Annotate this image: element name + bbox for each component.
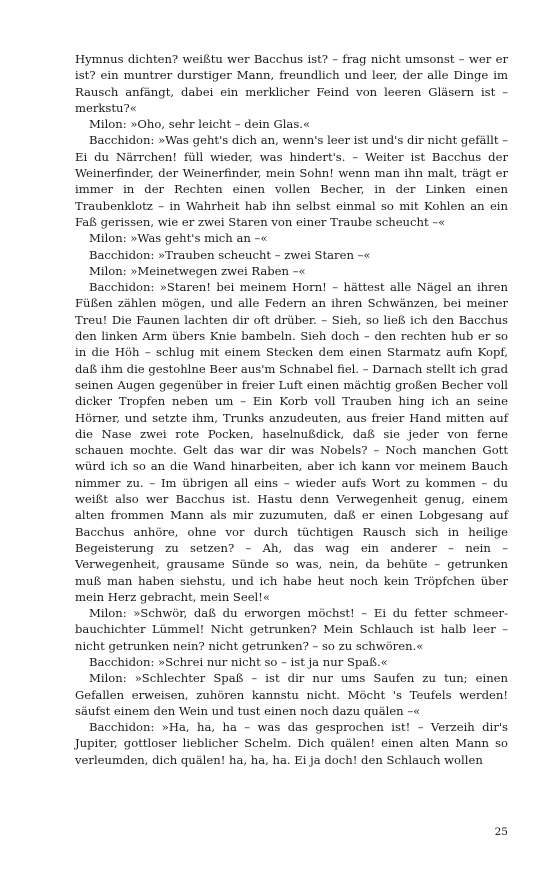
paragraph: Bacchidon: »Ha, ha, ha – was das gesprochen ist! – Verzeih dir's Jupiter, gottloser lieblicher Schelm. Dich quälen! einen alten Mann so verleumden, dich quälen! ha, ha, ha. Ei ja doch! den Schlauch wollen (75, 720, 508, 767)
paragraph: Milon: »Was geht's mich an –« (89, 231, 268, 246)
paragraph: Bacchidon: »Schrei nur nicht so – ist ja nur Spaß.« (89, 654, 388, 669)
paragraph: Bacchidon: »Trauben scheucht – zwei Staren –« (89, 247, 371, 262)
paragraph: Milon: »Meinetwegen zwei Raben –« (89, 263, 306, 278)
page-number: 25 (494, 826, 508, 838)
paragraph: Milon: »Schlechter Spaß – ist dir nur ums Saufen zu tun; einen Gefallen erweisen, zuhören kannstu nicht. Möcht 's Teufels werden! säufst einem den Wein und tust einen noch dazu quälen –« (75, 671, 508, 718)
paragraph: Bacchidon: »Staren! bei meinem Horn! – hättest alle Nägel an ihren Füßen zählen mögen, und alle Federn an ihren Schwänzen, bei meiner Treu! Die Faunen lachten dir oft drüber. – Sieh, so ließ ich den Bacchus den linken Arm übers Knie bambeln. Sieh doch – den rechten hub er so in die Höh – schlug mit einem Stecken dem einen Starmatz aufn Kopf, daß ihm die gestohlne Beer aus'm Schnabel fiel. – Darnach stellt ich grad seinen Augen gegenüber in freier Luft einen mächtig großen Becher voll dicker Tropfen neben um – Ein Korb voll Trauben hing ich an seine Hörner, und setzte ihm, Trunks anzudeuten, aus freier Hand mitten auf die Nase zwei rote Pocken, haselnußdick, daß sie jeder von ferne schauen mochte. Gelt das war dir was Nobels? – Noch manchen Gott würd ich so an die Wand hinarbeiten, aber ich kann vor meinem Bauch nimmer zu. – Im übrigen all eins – wieder aufs Wort zu kommen – du weißt also wer Bacchus ist. Hastu denn Verwegenheit genug, einem alten frommen Mann als mir zuzumuten, daß er einen Lobgesang auf Bacchus anhöre, ohne vor durch tüchtigen Rausch sich in heilige Begeisterung zu setzen? – Ah, das wag ein anderer – nein – Verwegenheit, grausame Sünde so was, nein, da behüte – getrunken muß man haben siehstu, und ich habe heut noch kein Tröpfchen über mein Herz gebracht, mein Seel!« (75, 280, 508, 604)
paragraph: Milon: »Oho, sehr leicht – dein Glas.« (89, 117, 311, 132)
paragraph: Hymnus dichten? weißtu wer Bacchus ist? – frag nicht umsonst – wer er ist? ein muntrer durstiger Mann, freundlich und leer, der alle Dinge im Rausch anfängt, dabei ein merklicher Feind von leeren Gläsern ist – merkstu?« (75, 52, 508, 115)
paragraph: Milon: »Schwör, daß du erworgen möchst! – Ei du fetter schmeerbauchichter Lümmel! Nicht getrunken? Mein Schlauch ist halb leer – nicht getrunken nein? nicht getrunken? – so zu schwören.« (75, 606, 508, 653)
paragraph: Bacchidon: »Was geht's dich an, wenn's leer ist und's dir nicht gefällt – Ei du Närrchen! füll wieder, was hindert's. – Weiter ist Bacchus der Weinerfinder, der Weinerfinder, mein Sohn! wenn man ihn malt, trägt er immer in der Rechten einen vollen Becher, in der Linken einen Traubenklotz – in Wahrheit hab ihn selbst einmal so mit Kohlen an ein Faß gerissen, wie er zwei Staren von einer Traube scheucht –« (75, 133, 508, 229)
body-text (75, 51, 508, 768)
